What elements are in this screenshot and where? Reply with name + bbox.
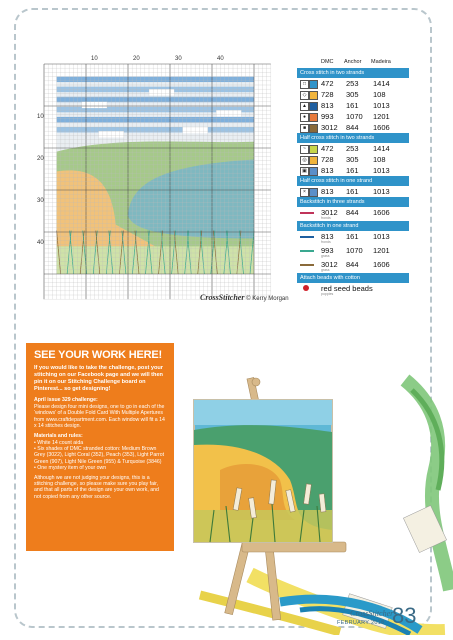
thread-color-swatch — [309, 91, 318, 100]
page-number: 83 — [392, 603, 417, 628]
stitch-symbol-icon: ● — [300, 113, 309, 122]
thread-code-dmc: 813 — [321, 232, 334, 241]
key-row-note: grass — [321, 268, 330, 272]
thread-code-madeira: 1606 — [373, 260, 390, 269]
key-row — [297, 165, 409, 176]
thread-key — [297, 68, 409, 297]
backstitch-line-swatch — [300, 250, 314, 252]
thread-code-dmc: 472 — [321, 79, 334, 88]
thread-color-swatch — [309, 113, 318, 122]
materials-item: • Six shades of DMC stranded cotton: Medium Brown Grey (3022), Light Coral (352), Peach (353), Light Parrot Green (907), Light Nile Green (955) & Turquoise (3846) — [34, 446, 165, 465]
thread-code-anchor: 305 — [346, 90, 359, 99]
key-section-title: Cross stitch in two strands — [297, 68, 409, 78]
key-row-note: fronds — [321, 240, 331, 244]
thread-code-anchor: 161 — [346, 166, 359, 175]
key-section-title: Backstitch in one strand — [297, 221, 409, 231]
chart-brand: CrossStitcher — [200, 293, 245, 302]
backstitch-line-swatch — [300, 236, 314, 238]
thread-code-madeira: 1201 — [373, 112, 390, 121]
header-anchor: Anchor — [344, 59, 362, 65]
challenge-panel — [26, 343, 174, 551]
stitch-symbol-icon: ■ — [300, 124, 309, 133]
thread-code-anchor: 1070 — [346, 246, 363, 255]
stitch-symbol-icon: ▣ — [300, 167, 309, 176]
row-label-30: 30 — [37, 198, 44, 204]
key-row-note: fronds — [321, 216, 331, 220]
key-row — [297, 231, 409, 245]
stitch-symbol-icon: ◇ — [300, 91, 309, 100]
key-row — [297, 259, 409, 273]
row-label-10: 10 — [37, 114, 44, 120]
thread-code-anchor: 305 — [346, 155, 359, 164]
key-row — [297, 122, 409, 133]
thread-code-madeira: 1606 — [373, 123, 390, 132]
thread-color-swatch — [309, 167, 318, 176]
row-label-40: 40 — [37, 240, 44, 246]
key-row — [297, 100, 409, 111]
promo-closing: Although we are not judging your designs, this is a stitching challenge, so please make sure you play fair, and that all parts of the design are your own work, and not copied from any other source. — [34, 474, 159, 500]
thread-color-swatch — [309, 156, 318, 165]
key-row-note: grass — [321, 254, 330, 258]
chart-credit-text: © Kerry Morgan — [246, 296, 289, 302]
key-row — [297, 154, 409, 165]
thread-code-dmc: 3012 — [321, 208, 338, 217]
stitched-canvas-photo — [180, 360, 453, 635]
thread-color-swatch — [309, 145, 318, 154]
key-row — [297, 111, 409, 122]
thread-color-swatch — [309, 124, 318, 133]
thread-code-dmc: 813 — [321, 166, 334, 175]
col-label-10: 10 — [91, 56, 98, 62]
stitch-symbol-icon: ~ — [300, 145, 309, 154]
thread-color-swatch — [309, 188, 318, 197]
thread-code-anchor: 1070 — [346, 112, 363, 121]
key-section-title: Half cross stitch in two strands — [297, 133, 409, 143]
thread-code-anchor: 253 — [346, 144, 359, 153]
thread-code-dmc: 3012 — [321, 123, 338, 132]
col-label-30: 30 — [175, 56, 182, 62]
key-row — [297, 283, 409, 297]
thread-code-madeira: 108 — [373, 155, 386, 164]
bead-label: red seed beads — [321, 284, 373, 293]
thread-code-dmc: 728 — [321, 90, 334, 99]
thread-code-madeira: 1201 — [373, 246, 390, 255]
key-row — [297, 143, 409, 154]
stitch-symbol-icon: ▲ — [300, 102, 309, 111]
cross-stitch-chart — [10, 55, 296, 315]
header-dmc: DMC — [321, 59, 334, 65]
row-label-20: 20 — [37, 156, 44, 162]
thread-code-madeira: 1414 — [373, 79, 390, 88]
backstitch-line-swatch — [300, 264, 314, 266]
thread-code-dmc: 3012 — [321, 260, 338, 269]
header-madeira: Madeira — [371, 59, 391, 65]
challenge-text: Please design four mini designs, one to go in each of the ‘windows’ of a Double Fold Card With Multiple Apertures from www.craftdepartment.com. Each window will fit a 14 x 14 stitches design. — [34, 404, 165, 430]
footer-date: FEBRUARY 2018 — [337, 620, 385, 626]
thread-code-madeira: 1013 — [373, 166, 390, 175]
materials-item: • One mystery item of your own — [34, 465, 107, 472]
bead-icon — [303, 285, 309, 291]
promo-title: SEE YOUR WORK HERE! — [34, 349, 163, 361]
key-row — [297, 245, 409, 259]
thread-code-anchor: 844 — [346, 123, 359, 132]
thread-code-anchor: 844 — [346, 208, 359, 217]
stitch-symbol-icon: □ — [300, 80, 309, 89]
key-row-note: poppies — [321, 292, 334, 296]
chart-grid — [10, 55, 296, 300]
thread-code-dmc: 472 — [321, 144, 334, 153]
key-row — [297, 207, 409, 221]
thread-code-dmc: 813 — [321, 101, 334, 110]
key-section-title: Backstitch in three strands — [297, 197, 409, 207]
key-row — [297, 78, 409, 89]
footer-brand: CrossStitcher — [350, 609, 394, 618]
thread-code-madeira: 1414 — [373, 144, 390, 153]
chart-credit — [200, 293, 289, 302]
key-row — [297, 186, 409, 197]
thread-code-anchor: 161 — [346, 101, 359, 110]
backstitch-line-swatch — [300, 212, 314, 214]
stitch-symbol-icon: ◎ — [300, 156, 309, 165]
thread-code-dmc: 813 — [321, 187, 334, 196]
thread-code-anchor: 844 — [346, 260, 359, 269]
materials-list — [34, 440, 166, 472]
materials-item: • White 14 count aida — [34, 439, 84, 446]
thread-code-dmc: 993 — [321, 246, 334, 255]
col-label-20: 20 — [133, 56, 140, 62]
thread-code-dmc: 728 — [321, 155, 334, 164]
promo-intro: If you would like to take the challenge, post your stitching on our Facebook page and we will then pin it on our Stitching Challenge board on Pinterest... so get designing! — [34, 365, 163, 392]
key-row — [297, 89, 409, 100]
thread-code-anchor: 161 — [346, 232, 359, 241]
challenge-title: April issue 329 challenge: — [34, 397, 98, 403]
thread-code-madeira: 1013 — [373, 232, 390, 241]
key-section-title: Half cross stitch in one strand — [297, 176, 409, 186]
thread-code-anchor: 253 — [346, 79, 359, 88]
thread-code-madeira: 1013 — [373, 187, 390, 196]
thread-code-madeira: 1606 — [373, 208, 390, 217]
thread-code-dmc: 993 — [321, 112, 334, 121]
col-label-40: 40 — [217, 56, 224, 62]
stitch-symbol-icon: × — [300, 188, 309, 197]
thread-code-anchor: 161 — [346, 187, 359, 196]
materials-title: Materials and rules: — [34, 432, 83, 439]
thread-code-madeira: 1013 — [373, 101, 390, 110]
thread-code-madeira: 108 — [373, 90, 386, 99]
stitched-canvas — [194, 400, 332, 542]
thread-color-swatch — [309, 80, 318, 89]
key-section-title: Attach beads with cotton — [297, 273, 409, 283]
thread-color-swatch — [309, 102, 318, 111]
